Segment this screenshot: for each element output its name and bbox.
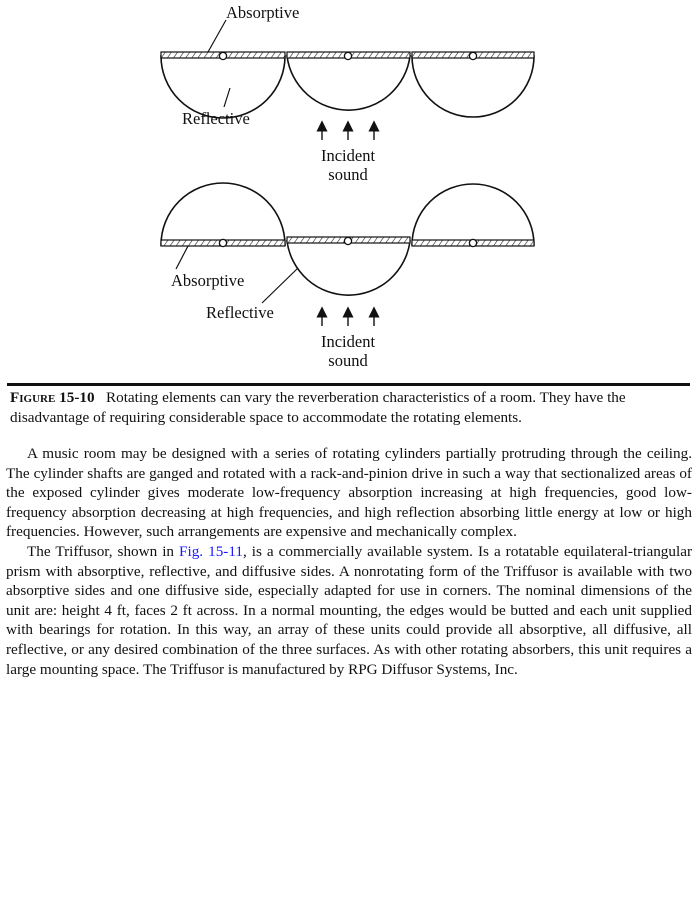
top-absorptive-label: Absorptive <box>226 3 300 22</box>
bottom-cylinder-1 <box>161 183 285 247</box>
top-incident-label-line1: Incident <box>320 146 376 165</box>
bottom-reflective-label: Reflective <box>206 303 274 322</box>
bottom-incident-label-line2: sound <box>328 351 368 370</box>
figure-label: Figure 15-10 <box>10 389 95 406</box>
top-cylinder-3 <box>412 52 534 117</box>
top-absorptive-leader <box>208 20 226 52</box>
paragraph-2-start: The Triffusor, shown in <box>27 542 180 560</box>
bottom-incident-arrows <box>322 312 374 326</box>
caption-text: Rotating elements can vary the reverberation characteristics of a room. They have the disadvantage of requiring considerable space to accommodate the rotating elements. <box>10 389 626 426</box>
paragraph-1: A music room may be designed with a series of rotating cylinders partially protruding through the ceiling. The cylinder shafts are ganged and rotated with a rack-and-pinion drive in such a way that sectionalized areas of the exposed cylinder gives moderate low-frequency absorption increasing at high frequencies, good low-frequency absorption decreasing at high frequencies, and high reflection absorbing little energy at low or high frequencies. However, such arrangements are expensive and mechanically complex. <box>6 445 692 541</box>
caption-rule <box>7 383 690 386</box>
top-cylinder-2 <box>287 52 410 110</box>
top-reflective-label: Reflective <box>182 109 250 128</box>
bottom-incident-label-line1: Incident <box>320 332 376 351</box>
top-incident-label-line2: sound <box>328 165 368 184</box>
bottom-absorptive-leader <box>176 246 188 269</box>
bottom-cylinder-2 <box>287 237 410 295</box>
fig-15-11-link[interactable]: Fig. 15-11 <box>179 542 243 560</box>
rotating-elements-figure <box>0 0 695 380</box>
bottom-cylinder-3 <box>412 184 534 247</box>
figure-caption <box>10 388 692 428</box>
paragraph-2-rest: , is a commercially available system. Is a rotatable equilateral-triangular prism with absorptive, reflective, and diffusive sides. A nonrotating form of the Triffusor is available with two absorptive sides and one diffusive side, especially adapted for use in corners. The nominal dimensions of the unit are: height 4 ft, faces 2 ft across. In a normal mounting, the edges would be butted and each unit supplied with bearings for rotation. In this way, an array of these units could provide all absorptive, all diffusive, all reflective, or any desired combination of the three surfaces. As with other rotating absorbers, this unit requires a large mounting space. The Triffusor is manufactured by RPG Diffusor Systems, Inc. <box>6 542 692 678</box>
paragraph-2 <box>6 542 692 679</box>
top-incident-arrows <box>322 126 374 140</box>
bottom-absorptive-label: Absorptive <box>171 271 245 290</box>
body-text <box>6 444 692 679</box>
bottom-reflective-leader <box>262 268 298 303</box>
